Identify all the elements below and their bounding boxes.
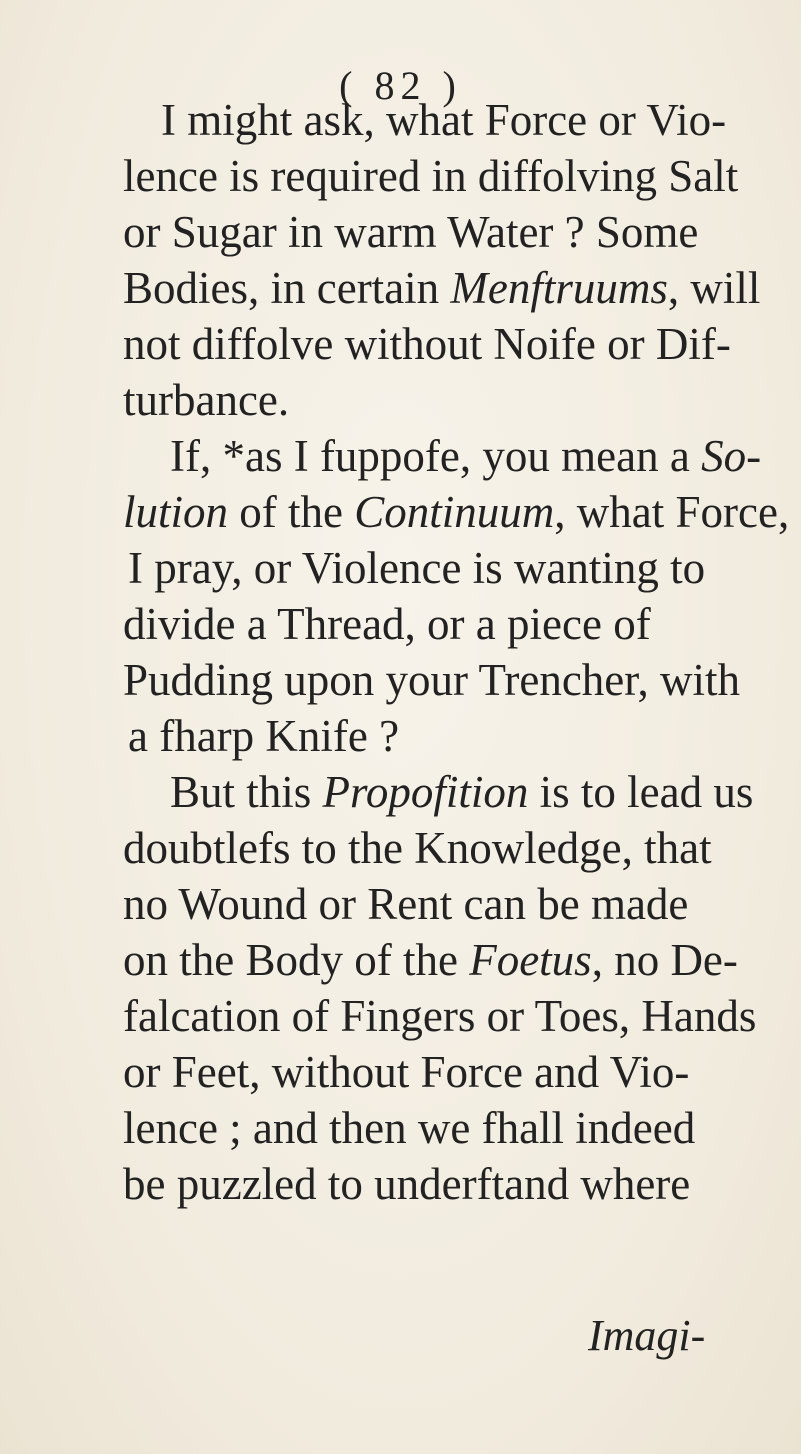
text-line-5: not diffolve without Noife or Dif- — [123, 319, 731, 369]
text-line-17: falcation of Fingers or Toes, Hands — [123, 991, 757, 1041]
text-line-2: lence is required in diffolving Salt — [123, 151, 739, 201]
text-line-11: Pudding upon your Trencher, with — [123, 655, 740, 705]
text-line-4: Bodies, in certain Menftruums, will — [123, 263, 761, 313]
text-line-10: divide a Thread, or a piece of — [123, 599, 651, 649]
text-line-7: If, *as I fuppofe, you mean a So- — [170, 431, 762, 481]
text-line-9: I pray, or Violence is wanting to — [128, 543, 706, 593]
text-line-13: But this Propofition is to lead us — [170, 767, 754, 817]
text-line-15: no Wound or Rent can be made — [123, 879, 689, 929]
text-line-6: turbance. — [123, 375, 290, 425]
text-line-3: or Sugar in warm Water ? Some — [123, 207, 699, 257]
page-number: ( 82 ) — [339, 63, 462, 108]
text-line-16: on the Body of the Foetus, no De- — [123, 935, 738, 985]
text-line-20: be puzzled to underftand where — [123, 1159, 691, 1209]
catchword: Imagi- — [588, 1311, 706, 1360]
text-line-14: doubtlefs to the Knowledge, that — [123, 823, 712, 873]
text-line-18: or Feet, without Force and Vio- — [123, 1047, 690, 1097]
text-line-19: lence ; and then we fhall indeed — [123, 1103, 696, 1153]
text-line-8: lution of the Continuum, what Force, — [123, 487, 790, 537]
body-text — [123, 92, 790, 1212]
text-line-1: I might ask, what Force or Vio- — [161, 95, 727, 145]
text-line-12: a fharp Knife ? — [128, 711, 400, 761]
